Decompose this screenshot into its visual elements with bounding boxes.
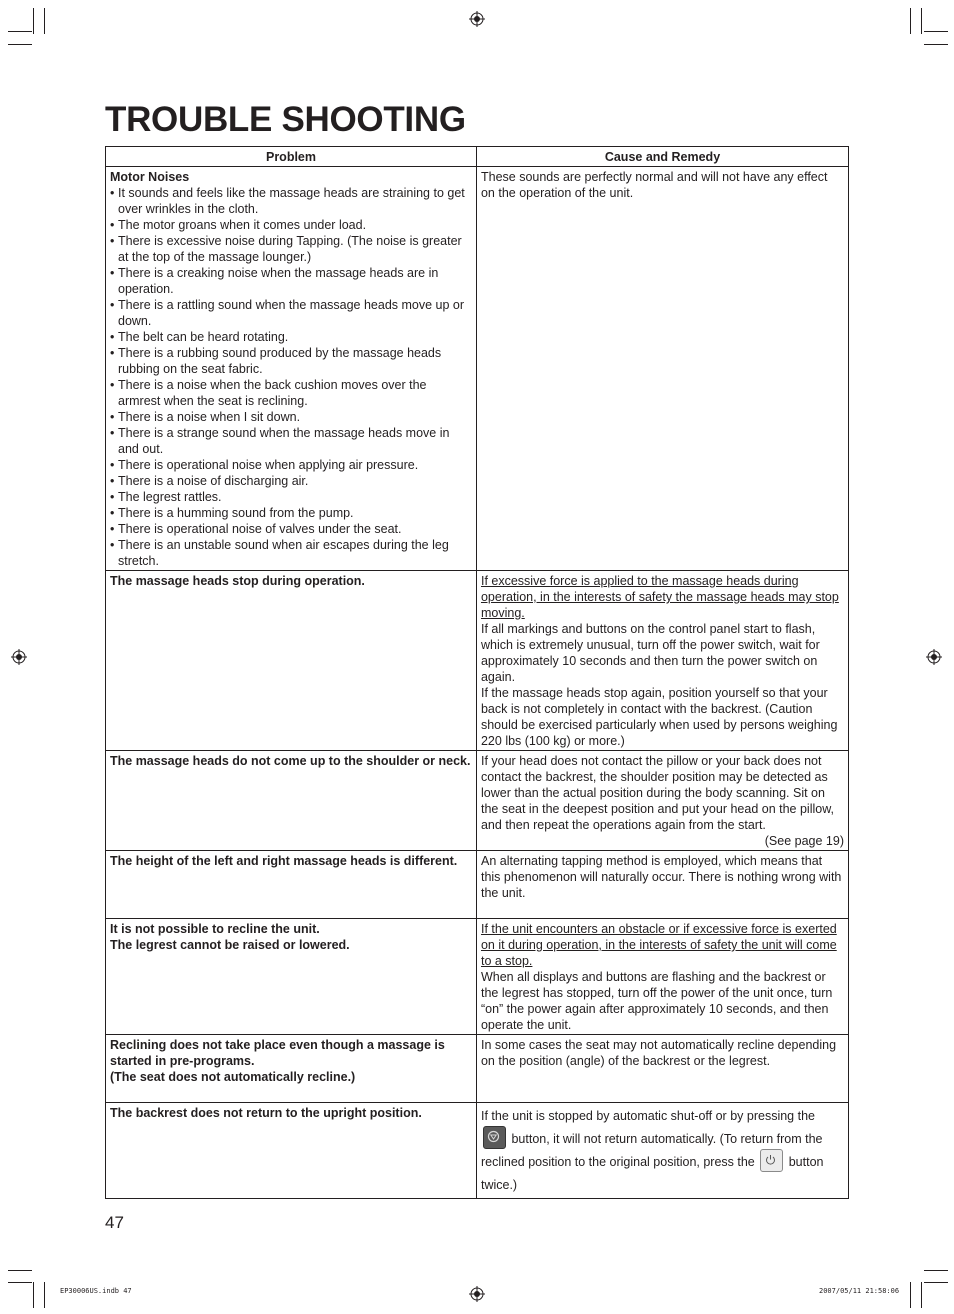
registration-mark-icon xyxy=(469,1286,485,1302)
table-row xyxy=(106,571,849,751)
list-item: • There is an unstable sound when air escapes during the leg stretch. xyxy=(110,537,472,569)
remedy-cell xyxy=(476,571,848,751)
crop-mark xyxy=(8,1282,32,1283)
crop-mark xyxy=(921,1282,922,1308)
crop-mark xyxy=(44,1282,45,1308)
remedy-text: button twice.) xyxy=(480,1155,824,1193)
problem-title-secondary: The legrest cannot be raised or lowered. xyxy=(110,938,350,952)
problem-title: The massage heads stop during operation. xyxy=(110,574,365,588)
remedy-text: If the unit is stopped by automatic shut-off or by pressing the xyxy=(480,1109,815,1123)
remedy-cell xyxy=(476,751,848,851)
remedy-cell xyxy=(476,851,848,919)
remedy-cell xyxy=(476,1103,848,1199)
table-row xyxy=(106,167,849,571)
problem-cell xyxy=(106,919,477,1035)
list-item: • There is a noise when the back cushion moves over the armrest when the seat is reclining. xyxy=(110,377,472,409)
remedy-text: These sounds are perfectly normal and will not have any effect on the operation of the unit. xyxy=(480,170,828,200)
remedy-text: If all markings and buttons on the control panel start to flash, which is extremely unusual, turn off the power switch, wait for approximately 10 seconds and then turn the power switch on again. xyxy=(480,622,820,684)
remedy-text: When all displays and buttons are flashing and the backrest or the legrest has stopped, turn off the power of the unit once, turn “on” the power again after approximately 10 seconds, and then operate the unit. xyxy=(480,970,833,1032)
crop-mark xyxy=(33,1282,34,1308)
remedy-underlined-text: If excessive force is applied to the massage heads during operation, in the interests of safety the massage heads may stop moving. xyxy=(480,574,839,620)
problem-bullet-list xyxy=(110,185,472,569)
problem-title: Reclining does not take place even though a massage is started in pre-programs. xyxy=(110,1038,445,1068)
crop-mark xyxy=(924,31,948,32)
list-item: • The motor groans when it comes under load. xyxy=(110,217,472,233)
remedy-text: In some cases the seat may not automatically recline depending on the position (angle) of the backrest or the legrest. xyxy=(480,1038,837,1068)
list-item: • There is operational noise of valves under the seat. xyxy=(110,521,472,537)
list-item: • The belt can be heard rotating. xyxy=(110,329,472,345)
header-cause-remedy: Cause and Remedy xyxy=(476,147,848,167)
list-item: • There is a creaking noise when the massage heads are in operation. xyxy=(110,265,472,297)
list-item: • There is a rattling sound when the massage heads move up or down. xyxy=(110,297,472,329)
problem-cell xyxy=(106,851,477,919)
remedy-text: If your head does not contact the pillow or your back does not contact the backrest, the shoulder position may be detected as lower than the actual position during the body scanning. Sit on the seat in the deepest position and put your head on the pillow, and then repeat the operations again from the start. xyxy=(480,754,835,832)
crop-mark xyxy=(8,1270,32,1271)
crop-mark xyxy=(33,8,34,34)
registration-mark-icon xyxy=(926,649,942,665)
list-item: • There is operational noise when applying air pressure. xyxy=(110,457,472,473)
problem-title: The massage heads do not come up to the shoulder or neck. xyxy=(110,754,471,768)
problem-title: It is not possible to recline the unit. xyxy=(110,922,320,936)
power-button-icon xyxy=(760,1149,783,1172)
list-item: • There is a humming sound from the pump. xyxy=(110,505,472,521)
remedy-cell xyxy=(476,167,848,571)
list-item: • There is excessive noise during Tapping. (The noise is greater at the top of the massage lounger.) xyxy=(110,233,472,265)
crop-mark xyxy=(924,1282,948,1283)
registration-mark-icon xyxy=(469,11,485,27)
page-reference: (See page 19) xyxy=(764,834,844,848)
list-item: • There is a strange sound when the massage heads move in and out. xyxy=(110,425,472,457)
table-row xyxy=(106,851,849,919)
remedy-text: If the massage heads stop again, position yourself so that your back is not completely in contact with the backrest. (Caution should be exercised particularly when used by persons weighing 220 lbs (100 kg) or more.) xyxy=(480,686,838,748)
remedy-text: An alternating tapping method is employed, which means that this phenomenon will naturally occur. There is nothing wrong with the unit. xyxy=(480,854,842,900)
table-row xyxy=(106,751,849,851)
problem-title-secondary: (The seat does not automatically recline.) xyxy=(110,1070,356,1084)
remedy-cell xyxy=(476,919,848,1035)
crop-mark xyxy=(910,8,911,34)
crop-mark xyxy=(924,44,948,45)
problem-cell xyxy=(106,1103,477,1199)
problem-title: Motor Noises xyxy=(110,170,190,184)
crop-mark xyxy=(910,1282,911,1308)
list-item: • There is a noise of discharging air. xyxy=(110,473,472,489)
table-row xyxy=(106,919,849,1035)
remedy-underlined-text: If the unit encounters an obstacle or if excessive force is exerted on it during operation, in the interests of safety the unit will come to a stop. xyxy=(480,922,837,968)
stop-button-icon xyxy=(483,1126,506,1149)
problem-cell xyxy=(106,1035,477,1103)
registration-mark-icon xyxy=(11,649,27,665)
crop-mark xyxy=(8,44,32,45)
list-item: • There is a noise when I sit down. xyxy=(110,409,472,425)
remedy-text: button, it will not return automatically. (To return from the reclined position to the original position, press the xyxy=(480,1132,823,1170)
crop-mark xyxy=(8,31,32,32)
crop-mark xyxy=(924,1270,948,1271)
table-header-row xyxy=(106,147,849,167)
list-item: • It sounds and feels like the massage heads are straining to get over wrinkles in the cloth. xyxy=(110,185,472,217)
print-slug-date: 2007/05/11 21:58:06 xyxy=(819,1287,900,1295)
list-item: • The legrest rattles. xyxy=(110,489,472,505)
page-number: 47 xyxy=(105,1213,124,1232)
problem-cell xyxy=(106,167,477,571)
print-slug-file: EP30006US.indb 47 xyxy=(60,1287,132,1295)
header-problem: Problem xyxy=(106,147,477,167)
table-row xyxy=(106,1035,849,1103)
crop-mark xyxy=(921,8,922,34)
troubleshooting-table xyxy=(105,146,849,1199)
table-row xyxy=(106,1103,849,1199)
problem-cell xyxy=(106,751,477,851)
list-item: • There is a rubbing sound produced by the massage heads rubbing on the seat fabric. xyxy=(110,345,472,377)
remedy-cell xyxy=(476,1035,848,1103)
crop-mark xyxy=(44,8,45,34)
problem-title: The backrest does not return to the upright position. xyxy=(110,1106,422,1120)
problem-title: The height of the left and right massage heads is different. xyxy=(110,854,458,868)
page-title: TROUBLE SHOOTING xyxy=(105,100,466,139)
problem-cell xyxy=(106,571,477,751)
